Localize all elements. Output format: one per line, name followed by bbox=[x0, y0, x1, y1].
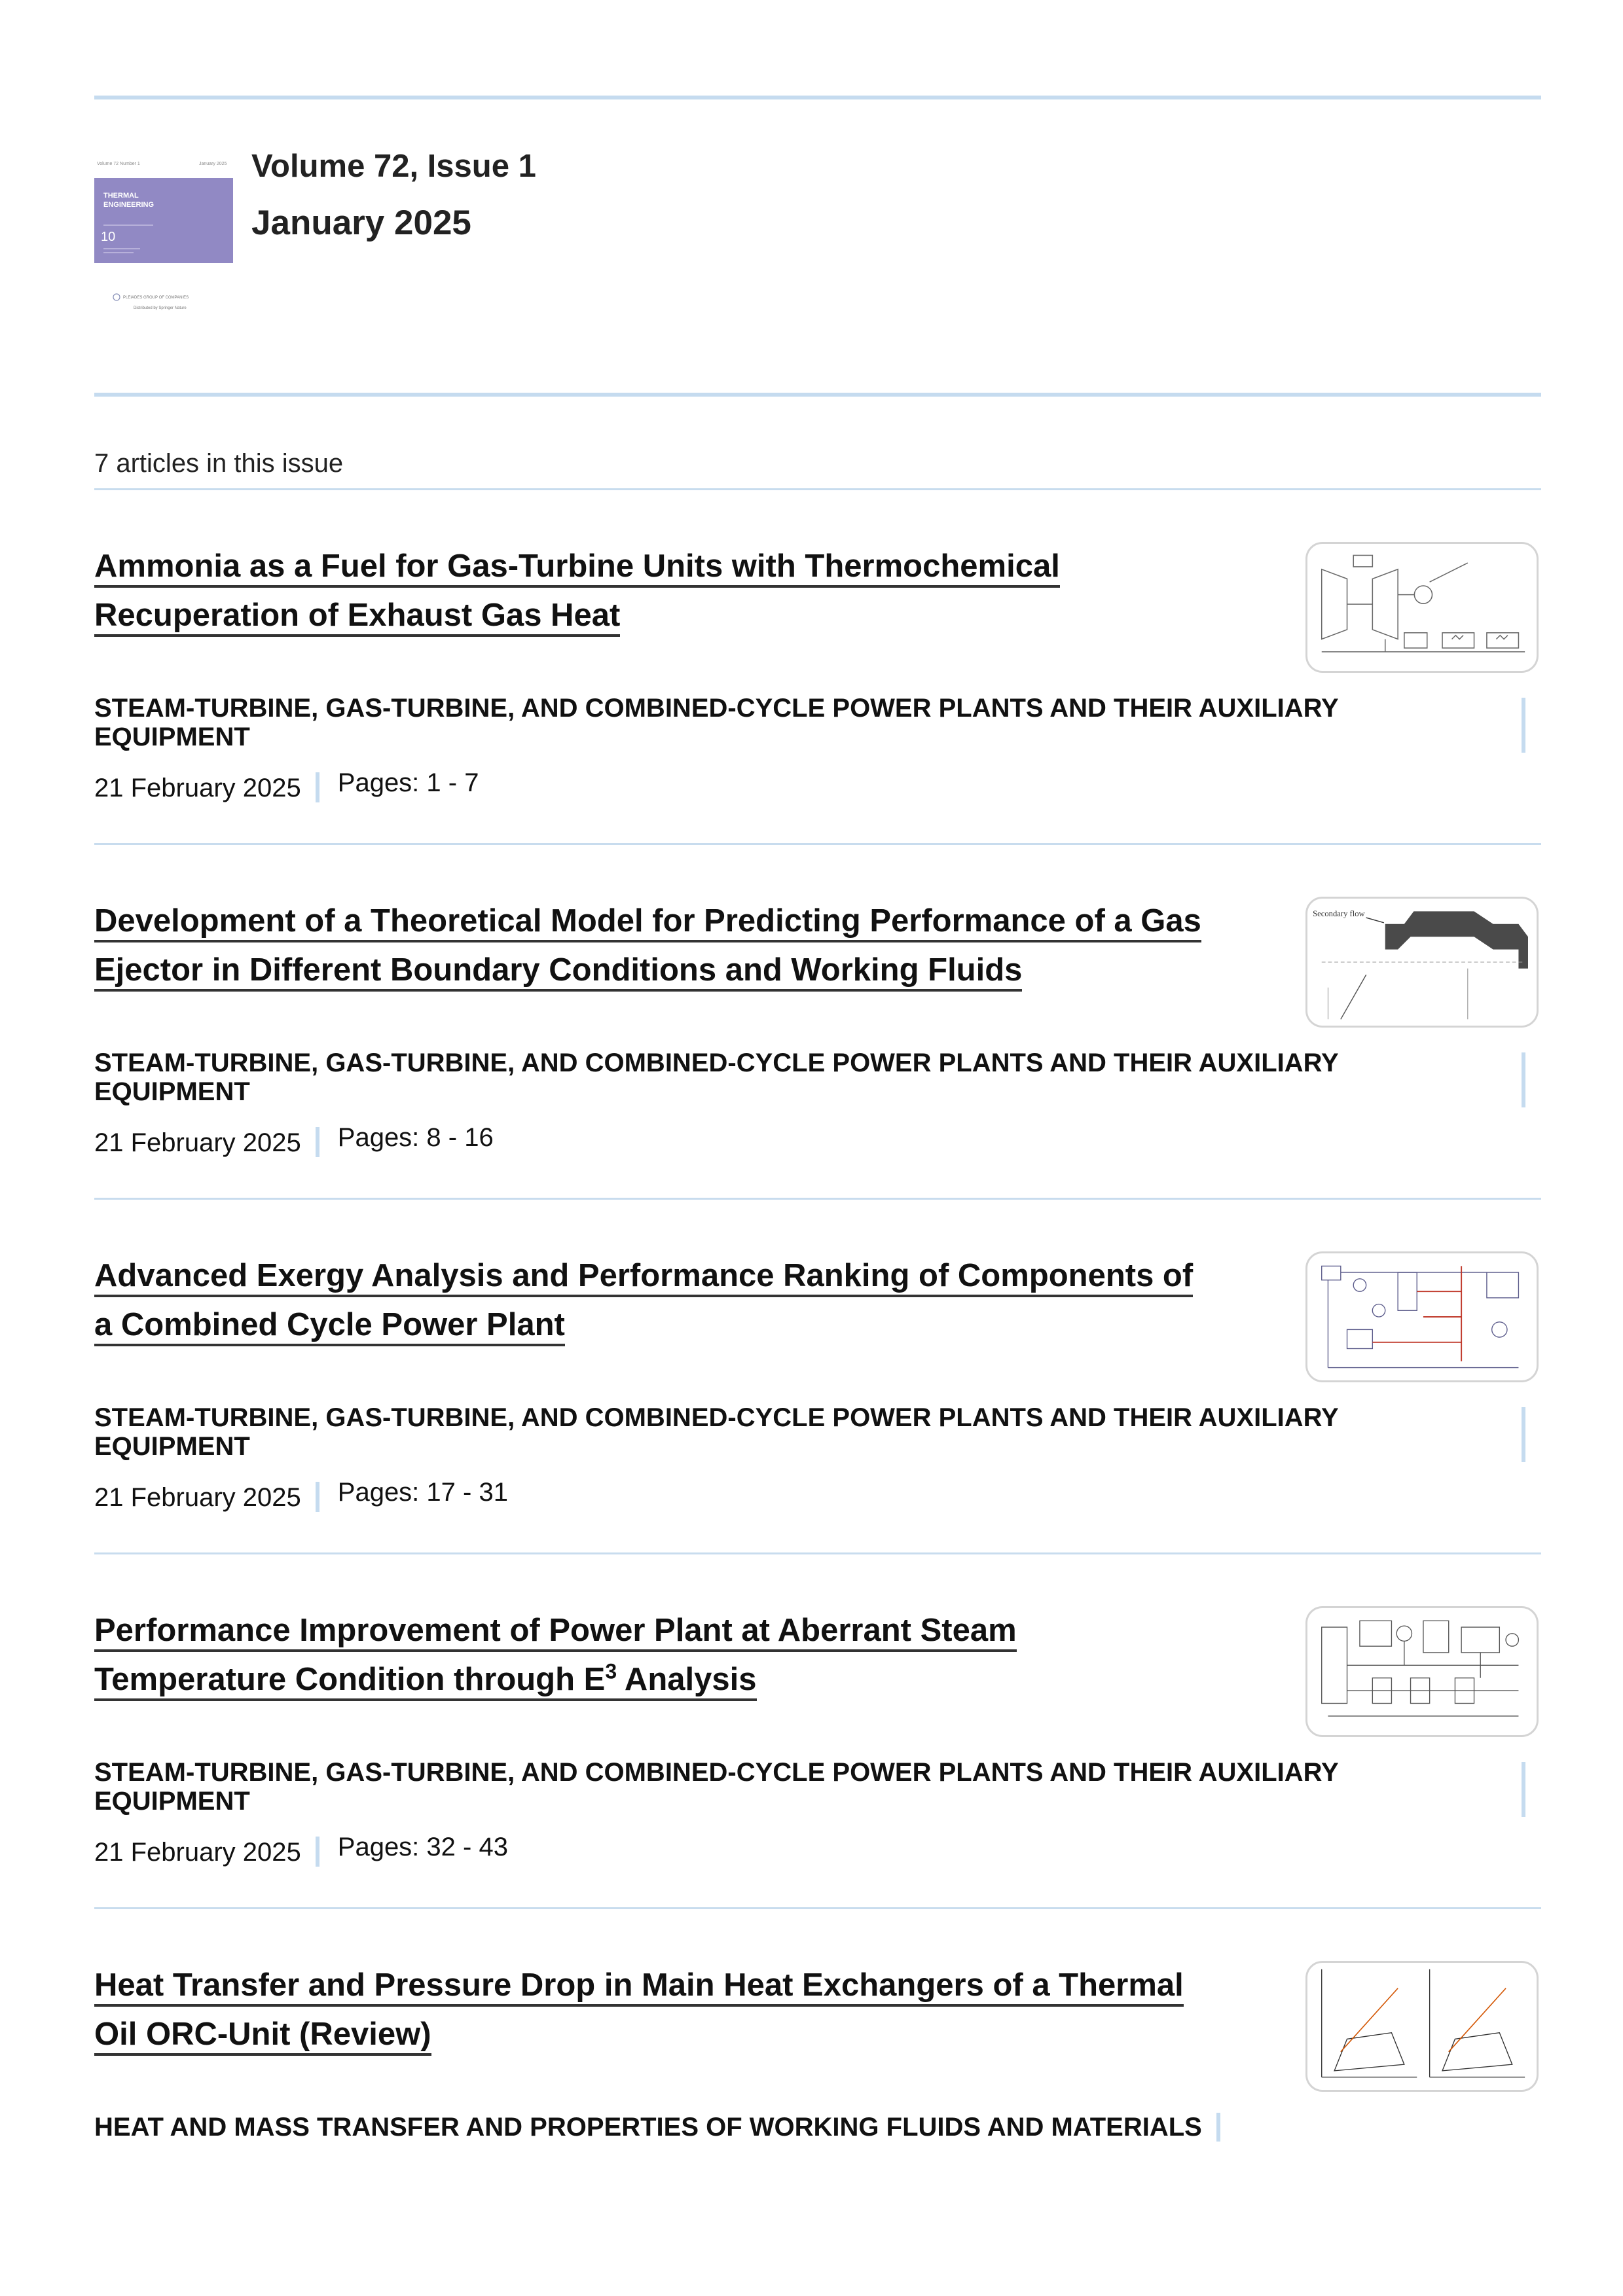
article-section[interactable]: STEAM-TURBINE, GAS-TURBINE, AND COMBINED-CYCLE POWER PLANTS AND THEIR AUXILIARY EQUIPMENT bbox=[94, 1758, 1338, 1816]
issue-volume: Volume 72, Issue 1 bbox=[251, 149, 536, 184]
article-divider bbox=[94, 1907, 1541, 1909]
article-meta bbox=[94, 768, 479, 801]
journal-cover[interactable] bbox=[94, 157, 233, 321]
article-date: 21 February 2025 bbox=[94, 1128, 301, 1157]
article-section[interactable]: STEAM-TURBINE, GAS-TURBINE, AND COMBINED-CYCLE POWER PLANTS AND THEIR AUXILIARY EQUIPMENT bbox=[94, 1049, 1338, 1106]
ejector-diagram-icon bbox=[1307, 899, 1537, 1026]
article-date: 21 February 2025 bbox=[94, 774, 301, 802]
article-pages: Pages: 32 - 43 bbox=[337, 1833, 508, 1861]
section-divider bbox=[1522, 1052, 1525, 1107]
article-item bbox=[94, 1251, 1541, 1552]
cover-footer-line1: PLEIADES GROUP OF COMPANIES bbox=[123, 296, 189, 300]
section-divider bbox=[1216, 2113, 1220, 2142]
article-title-line1[interactable]: Development of a Theoretical Model for Predicting Performance of a Gas bbox=[94, 903, 1201, 942]
cover-title-line1: THERMAL bbox=[103, 192, 139, 200]
title-text-before: Temperature Condition through E bbox=[94, 1662, 606, 1697]
cover-title-line2: ENGINEERING bbox=[103, 201, 155, 209]
article-pages: Pages: 17 - 31 bbox=[337, 1478, 508, 1507]
cover-header-left: Volume 72 Number 1 bbox=[97, 162, 140, 166]
article-title-line2[interactable]: Ejector in Different Boundary Conditions and Working Fluids bbox=[94, 952, 1022, 992]
article-date: 21 February 2025 bbox=[94, 1483, 301, 1512]
cover-header-right: January 2025 bbox=[199, 162, 227, 166]
article-title[interactable] bbox=[94, 897, 1247, 995]
article-item bbox=[94, 1606, 1541, 1907]
article-title-line1[interactable]: Performance Improvement of Power Plant at Aberrant Steam bbox=[94, 1613, 1017, 1652]
article-item bbox=[94, 1961, 1541, 2177]
meta-separator bbox=[316, 1127, 319, 1157]
meta-separator bbox=[316, 1482, 319, 1512]
article-section-text[interactable]: HEAT AND MASS TRANSFER AND PROPERTIES OF WORKING FLUIDS AND MATERIALS bbox=[94, 2113, 1202, 2142]
title-superscript: 3 bbox=[605, 1659, 617, 1683]
section-divider bbox=[1522, 698, 1525, 753]
cover-volume-number: 10 bbox=[101, 230, 116, 244]
article-title-line2[interactable] bbox=[94, 1659, 757, 1701]
article-item bbox=[94, 542, 1541, 843]
cover-band bbox=[94, 178, 233, 263]
issue-date: January 2025 bbox=[251, 204, 471, 242]
article-title-line1[interactable]: Ammonia as a Fuel for Gas-Turbine Units with Thermochemical bbox=[94, 548, 1060, 588]
cover-footer-line2: Distributed by Springer Nature bbox=[134, 306, 187, 310]
article-title[interactable] bbox=[94, 1961, 1247, 2059]
top-divider bbox=[94, 96, 1541, 99]
article-title-line2[interactable]: a Combined Cycle Power Plant bbox=[94, 1307, 565, 1346]
article-title[interactable] bbox=[94, 1606, 1247, 1704]
article-pages: Pages: 8 - 16 bbox=[337, 1123, 494, 1152]
title-text-after: Analysis bbox=[617, 1662, 757, 1697]
article-section[interactable]: STEAM-TURBINE, GAS-TURBINE, AND COMBINED-CYCLE POWER PLANTS AND THEIR AUXILIARY EQUIPMENT bbox=[94, 694, 1338, 751]
article-divider bbox=[94, 1552, 1541, 1554]
article-date: 21 February 2025 bbox=[94, 1838, 301, 1867]
article-thumbnail[interactable] bbox=[1305, 897, 1539, 1028]
meta-separator bbox=[316, 772, 319, 802]
journal-cover-image bbox=[94, 157, 233, 321]
gas-turbine-schematic-icon bbox=[1307, 544, 1537, 671]
article-title-line2[interactable]: Recuperation of Exhaust Gas Heat bbox=[94, 598, 620, 637]
article-title[interactable] bbox=[94, 1251, 1247, 1350]
article-divider bbox=[94, 843, 1541, 845]
article-pages: Pages: 1 - 7 bbox=[337, 768, 479, 797]
article-divider bbox=[94, 1198, 1541, 1200]
article-title[interactable] bbox=[94, 542, 1247, 640]
thumbnail-label: Secondary flow bbox=[1313, 909, 1365, 919]
article-section[interactable] bbox=[94, 2113, 1220, 2142]
meta-separator bbox=[316, 1837, 319, 1867]
article-meta bbox=[94, 1123, 494, 1156]
article-item bbox=[94, 897, 1541, 1198]
combined-cycle-schematic-icon bbox=[1307, 1253, 1537, 1380]
article-section[interactable]: STEAM-TURBINE, GAS-TURBINE, AND COMBINED-CYCLE POWER PLANTS AND THEIR AUXILIARY EQUIPMENT bbox=[94, 1403, 1338, 1461]
ts-diagrams-icon bbox=[1307, 1963, 1537, 2090]
article-title-line1[interactable]: Heat Transfer and Pressure Drop in Main Heat Exchangers of a Thermal bbox=[94, 1967, 1184, 2007]
article-count: 7 articles in this issue bbox=[94, 449, 344, 478]
article-thumbnail[interactable] bbox=[1305, 542, 1539, 673]
article-thumbnail[interactable] bbox=[1305, 1961, 1539, 2092]
article-title-line2[interactable]: Oil ORC-Unit (Review) bbox=[94, 2017, 431, 2056]
section-divider bbox=[1522, 1762, 1525, 1817]
article-thumbnail[interactable] bbox=[1305, 1251, 1539, 1382]
section-divider bbox=[1522, 1407, 1525, 1462]
article-thumbnail[interactable] bbox=[1305, 1606, 1539, 1737]
header-divider bbox=[94, 393, 1541, 397]
list-divider bbox=[94, 488, 1541, 490]
article-meta bbox=[94, 1833, 508, 1865]
power-plant-schematic-icon bbox=[1307, 1608, 1537, 1735]
article-meta bbox=[94, 1478, 508, 1511]
article-title-line1[interactable]: Advanced Exergy Analysis and Performance Ranking of Components of bbox=[94, 1258, 1193, 1297]
